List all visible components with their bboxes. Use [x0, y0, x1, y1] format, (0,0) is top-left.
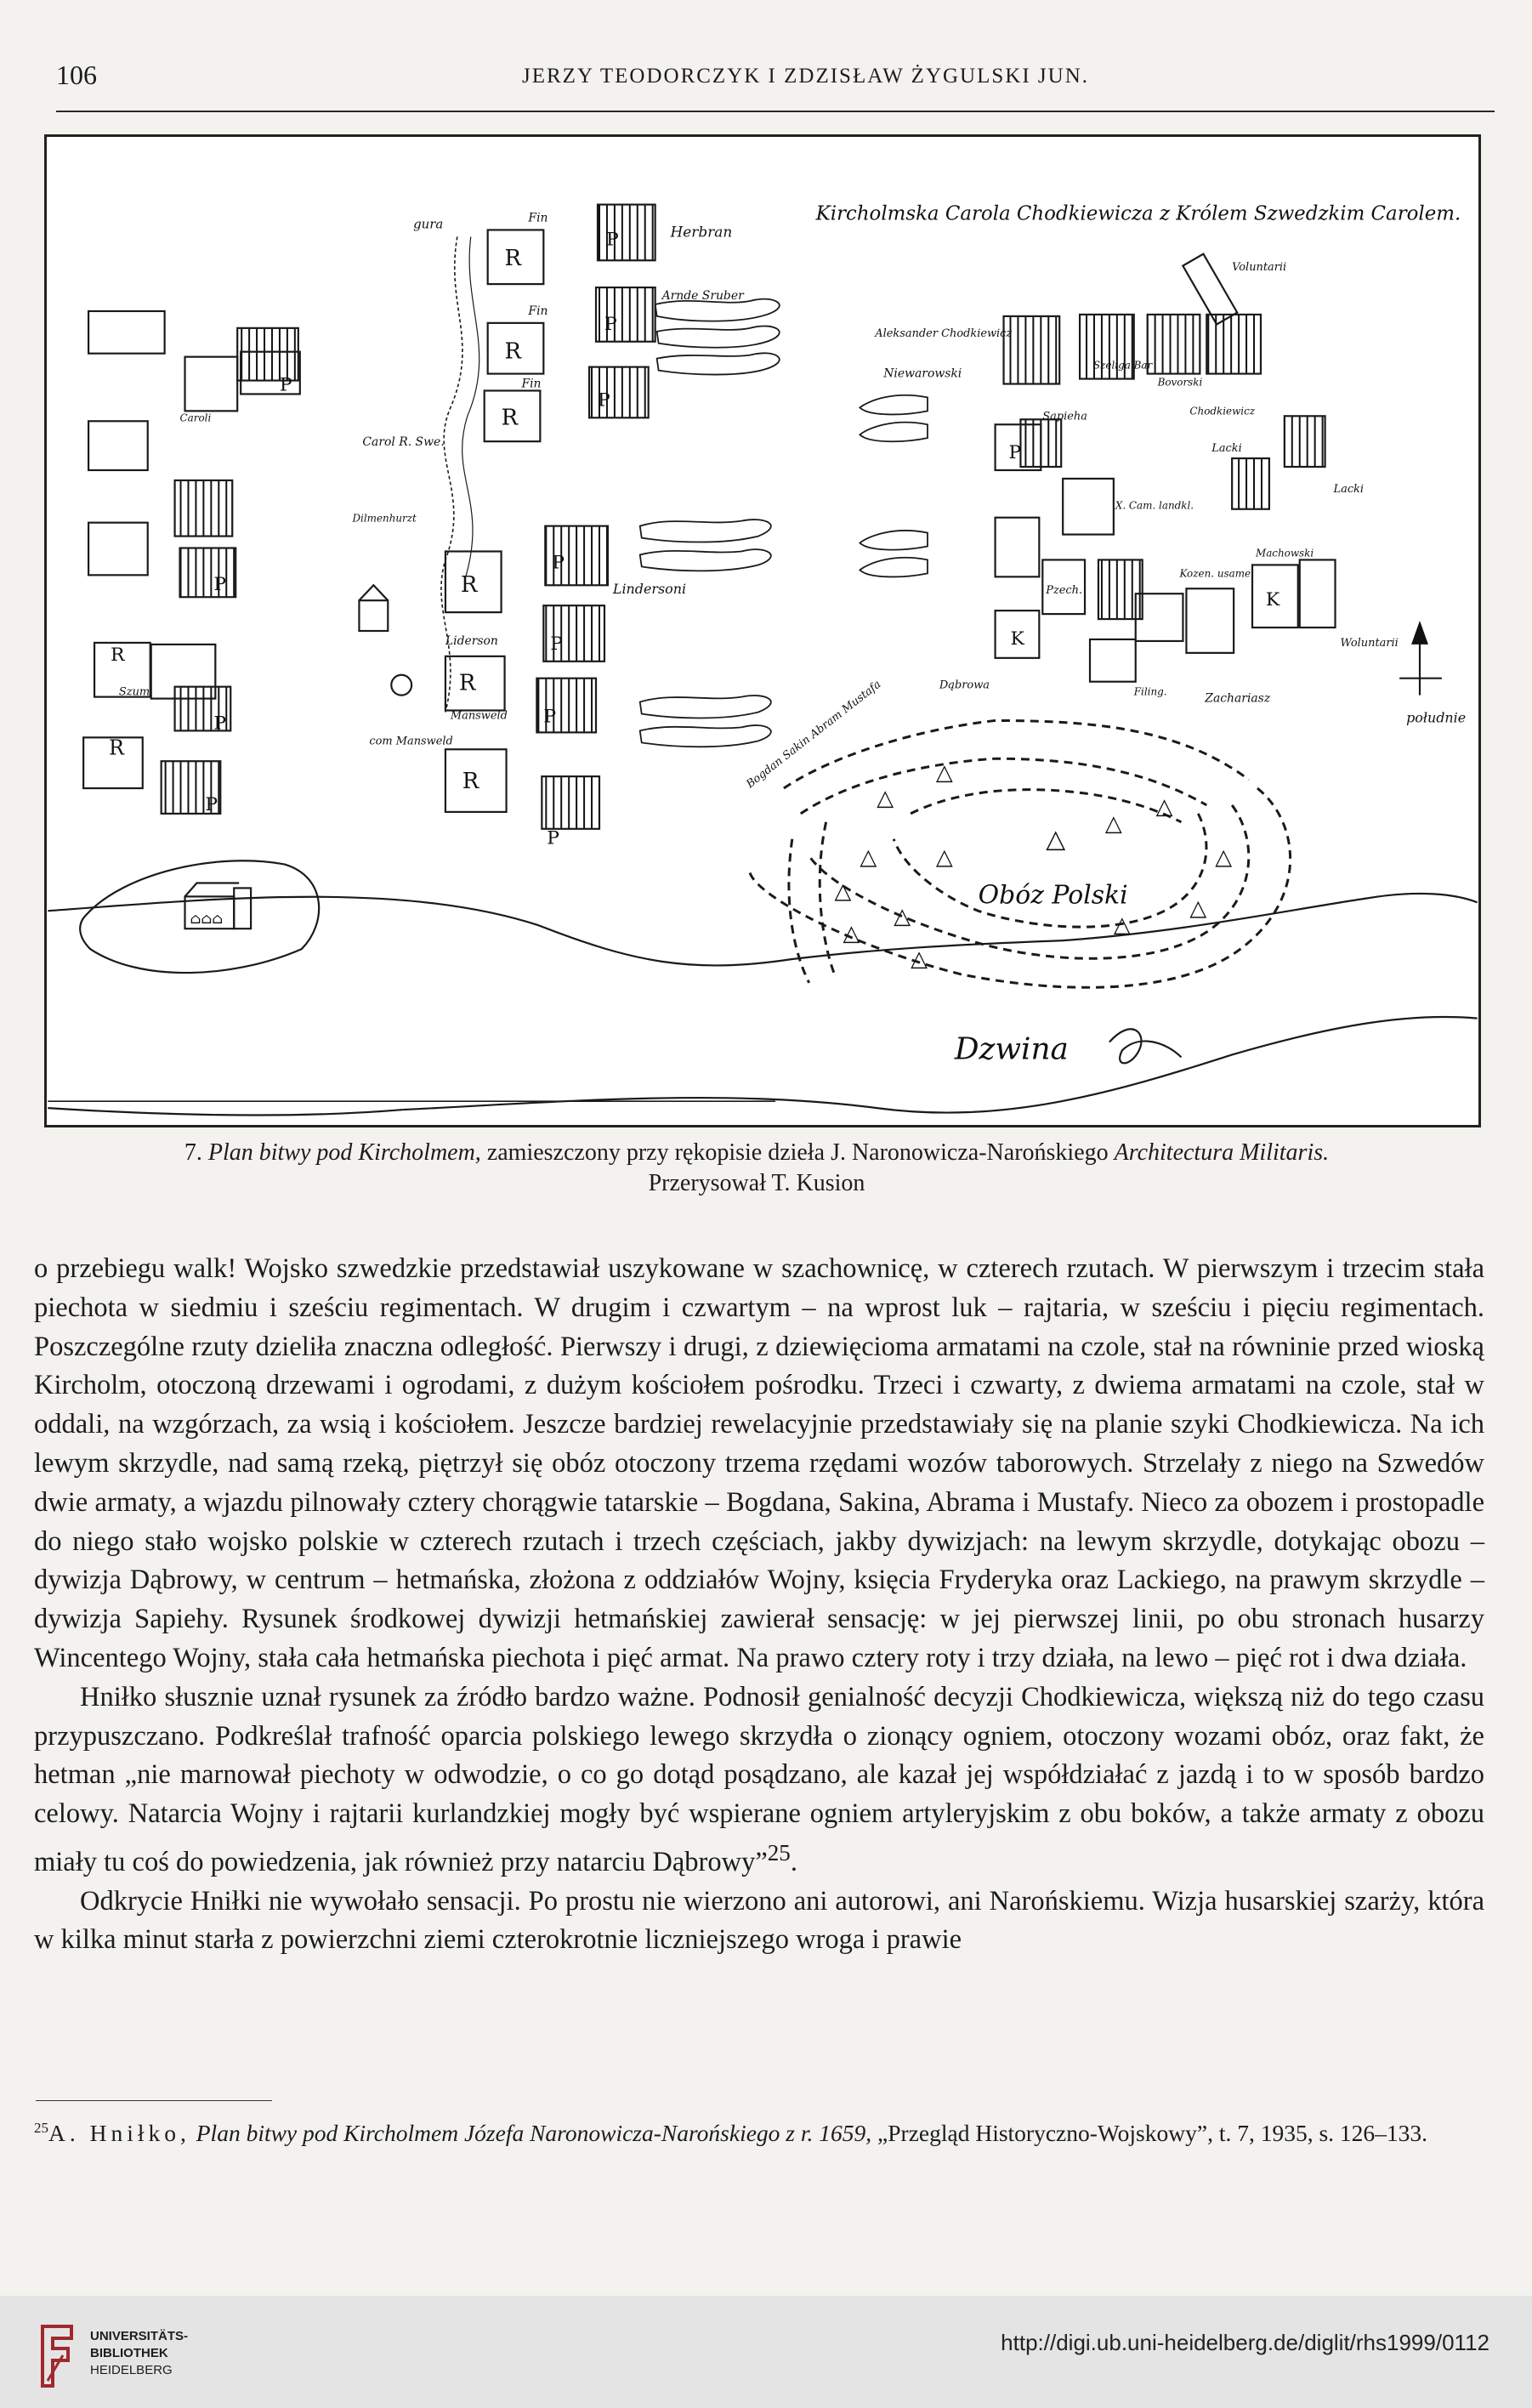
svg-text:P: P: [543, 706, 557, 728]
label-dabrowa: Dąbrowa: [939, 679, 990, 692]
label-zachariasz: Zachariasz: [1205, 691, 1271, 706]
footnote-ref-25[interactable]: 25: [767, 1839, 791, 1866]
svg-text:P: P: [1008, 442, 1022, 464]
caption-work: Architectura Militaris.: [1114, 1139, 1330, 1166]
label-fin-3: Fin: [521, 377, 542, 391]
source-url-link[interactable]: http://digi.ub.uni-heidelberg.de/diglit/rhs1999/0112: [1001, 2330, 1489, 2355]
polish-cannons: [860, 395, 928, 577]
label-filing: Filing.: [1133, 685, 1167, 698]
svg-text:△: △: [860, 844, 877, 871]
figure-caption: [77, 1138, 1437, 1199]
label-dilmenhorst: Dilmenhurzt: [352, 512, 417, 525]
svg-text:K: K: [1265, 589, 1280, 611]
church-icon: [185, 883, 252, 929]
svg-text:△: △: [877, 785, 894, 811]
label-lacki-2: Lacki: [1333, 482, 1365, 496]
label-mansweld-1: Mansweld: [450, 709, 508, 723]
footnote-number: 25: [34, 2120, 48, 2136]
svg-text:△: △: [843, 921, 860, 947]
svg-text:P: P: [598, 389, 610, 412]
svg-text:P: P: [205, 793, 218, 815]
svg-text:P: P: [605, 229, 619, 251]
kircholm-village: [351, 216, 479, 747]
label-kozen-usame: Kozen. usame: [1179, 567, 1251, 580]
polish-camp: [750, 720, 1291, 987]
page-number: 106: [56, 60, 97, 90]
swedish-second-line: [445, 211, 548, 811]
flourish-icon: [1109, 1029, 1182, 1063]
label-fin-1: Fin: [528, 211, 548, 225]
label-pzech: Pzech.: [1046, 584, 1083, 598]
library-name: UNIVERSITÄTS- BIBLIOTHEK HEIDELBERG: [90, 2329, 189, 2377]
svg-text:R: R: [458, 670, 476, 696]
label-aleksander-chodkiewicz: Aleksander Chodkiewicz: [875, 327, 1013, 340]
svg-text:△: △: [834, 878, 852, 905]
battle-plan-figure: [44, 134, 1481, 1127]
svg-text:R: R: [108, 735, 124, 760]
river-bank-south-west: [48, 1108, 403, 1116]
svg-text:△: △: [894, 904, 911, 930]
caption-credit: Przerysował T. Kusion: [648, 1170, 865, 1196]
swedish-third-line: [151, 328, 300, 815]
svg-text:R: R: [460, 572, 478, 599]
river-bank-north: [48, 894, 1477, 965]
svg-text:R: R: [501, 405, 519, 431]
svg-text:⌂⌂⌂: ⌂⌂⌂: [190, 910, 224, 928]
svg-text:△: △: [911, 946, 928, 972]
svg-text:P: P: [213, 574, 227, 596]
svg-text:R: R: [504, 246, 522, 272]
footnote-25: [34, 2112, 1484, 2150]
running-title: JERZY TEODORCZYK I ZDZISŁAW ŻYGULSKI JUN.: [522, 65, 1089, 88]
svg-text:R: R: [110, 644, 125, 666]
label-lindersoni: Lindersoni: [612, 581, 687, 598]
label-liderson: Liderson: [445, 633, 498, 648]
svg-text:△: △: [935, 844, 953, 871]
label-oboz-polski: Obóz Polski: [978, 880, 1128, 911]
footnote-rule: [36, 2100, 272, 2101]
figure-title: Kircholmska Carola Chodkiewicza z Królem Szwedzkim Carolem.: [815, 202, 1461, 225]
label-fin-2: Fin: [528, 304, 548, 318]
library-logo-icon: [37, 2321, 78, 2388]
label-poludnie: południe: [1406, 709, 1467, 726]
svg-text:R: R: [462, 769, 479, 795]
label-woluntarii-2: Woluntarii: [1340, 636, 1399, 650]
svg-text:△: △: [1189, 895, 1207, 922]
label-machowski: Machowski: [1256, 547, 1314, 559]
label-carol-r-swe: Carol R. Swe.: [362, 435, 445, 450]
caption-number: 7.: [184, 1139, 202, 1166]
svg-text:P: P: [279, 374, 292, 396]
label-tatar-banners: Bogdan Sakin Abram Mustafa: [744, 678, 884, 792]
running-header: [56, 60, 1495, 112]
svg-text:△: △: [1155, 793, 1173, 820]
svg-text:△: △: [935, 760, 953, 787]
svg-text:R: R: [504, 338, 522, 365]
label-x-cam-landkl: X. Cam. landkl.: [1115, 499, 1194, 512]
label-caroli: Caroli: [179, 412, 212, 424]
svg-text:P: P: [213, 713, 227, 735]
label-herbran: Herbran: [670, 223, 733, 241]
paragraph-2-end: .: [790, 1846, 797, 1877]
svg-text:P: P: [547, 827, 560, 849]
river-bank-south: [403, 1017, 1477, 1113]
label-szeliga-bar: Szeliga Bar: [1092, 359, 1153, 372]
body-text: [34, 1250, 1484, 1960]
caption-title: Plan bitwy pod Kircholmem,: [207, 1139, 481, 1166]
caption-middle: zamieszczony przy rękopisie dzieła J. Naronowicza-Narońskiego: [480, 1139, 1115, 1166]
label-gura: gura: [413, 216, 444, 232]
svg-text:△: △: [1113, 912, 1131, 939]
label-szum: Szum: [118, 685, 150, 699]
paragraph-2-text: Hniłko słusznie uznał rysunek za źródło bardzo ważne. Podnosił genialność decyzji Chodkiewicza, większą niż do tego czasu przypuszczano. Podkreślał trafność oparcia polskiego lewego skrzydła o zionący ogniem, otoczony wozami obóz, oraz fakt, że hetman „nie marnował piechoty w odwodzie, o co go dotąd posądzano, ale kazał jej współdziałać z jazdą i to w sposób bardzo celowy. Natarcia Wojny i rajtarii kurlandzkiej mogły być wspierane ogniem artyleryjskim z obu boków, a także armaty z obozu miały tu coś do powiedzenia, jak również przy natarciu Dąbrowy”: [34, 1681, 1484, 1877]
footnote-title: Plan bitwy pod Kircholmem Józefa Naronowicza-Narońskiego z r. 1659,: [190, 2120, 872, 2147]
battle-plan-drawing: [47, 137, 1478, 1125]
label-lacki-1: Lacki: [1211, 442, 1242, 456]
label-com-mansweld: com Mansweld: [369, 735, 453, 748]
swedish-fourth-line: [83, 311, 165, 788]
label-woluntarii-1: Voluntarii: [1232, 261, 1287, 275]
svg-text:P: P: [604, 313, 617, 335]
label-sapieha: Sapieha: [1042, 410, 1087, 423]
svg-text:△: △: [1215, 844, 1233, 871]
polish-lines: [874, 254, 1398, 706]
paragraph-1: o przebiegu walk! Wojsko szwedzkie przedstawiał uszykowane w szachownicę, w czterech rzutach. W pierwszym i trzecim stała piechota w siedmiu i sześciu regimentach. W drugim i czwartym – na wprost luk – rajtaria, w sześciu i pięciu regimentach. Poszczególne rzuty dzieliła znaczna odległość. Pierwszy i drugi, z dziewięcioma armatami na czole, stał na równinie przed wioską Kircholm, otoczoną drzewami i ogrodami, z dużym kościołem pośrodku. Trzeci i czwarty, z dwiema armatami na czole, stał w oddali, na wzgórzach, za wsią i kościołem. Jeszcze bardziej rewelacyjnie przedstawiały się na planie szyki Chodkiewicza. Na ich lewym skrzydle, nad samą rzeką, piętrzył się obóz otoczony trzema rzędami wozów taborowych. Strzelały z niego na Szwedów dwie armaty, a wjazdu pilnowały cztery chorągwie tatarskie – Bogdana, Sakina, Abrama i Mustafy. Nieco za obozem i prostopadle do niego stało wojsko polskie w czterech rzutach i trzech częściach, jakby dywizjach: na lewym skrzydle, dotykając obozu – dywizja Dąbrowy, w centrum – hetmańska, złożona z oddziałów Wojny, księcia Fryderyka oraz Lackiego, na prawym skrzydle – dywizja Sapiehy. Rysunek środkowej dywizji hetmańskiej zawierał sensację: w jej pierwszej linii, po obu stronach husarzy Wincentego Wojny, stała cała hetmańska piechota i pięć armat. Na prawo cztery roty i trzy działa, na lewo – pięć rot i dwa działa.: [34, 1253, 1484, 1673]
paragraph-3: Odkrycie Hniłki nie wywołało sensacji. Po prostu nie wierzono ani autorowi, ani Narońskiemu. Wizja husarskiej szarży, która w kilka minut starła z powierzchni ziemi czterokrotnie liczniejszego wroga i prawie: [34, 1885, 1484, 1956]
label-chodkiewicz: Chodkiewicz: [1189, 405, 1256, 417]
north-arrow-icon: [1399, 621, 1442, 696]
digitization-footer: [0, 2296, 1532, 2408]
footnote-author: A. Hniłko,: [48, 2120, 190, 2147]
paragraph-2: [34, 1678, 1484, 1883]
svg-text:P: P: [550, 633, 564, 655]
svg-text:△: △: [1046, 824, 1066, 855]
svg-text:K: K: [1010, 628, 1024, 650]
swedish-cannons: [640, 299, 780, 747]
label-arnde-sruber: Arnde Sruber: [661, 289, 744, 304]
footnote-rest: „Przegląd Historyczno-Wojskowy”, t. 7, 1935, s. 126–133.: [871, 2120, 1428, 2147]
label-dzwina: Dzwina: [954, 1031, 1069, 1067]
svg-text:P: P: [552, 552, 565, 574]
svg-text:△: △: [1104, 810, 1122, 837]
label-niewarowski: Niewarowski: [883, 366, 962, 381]
label-bovorski: Bovorski: [1157, 376, 1203, 389]
